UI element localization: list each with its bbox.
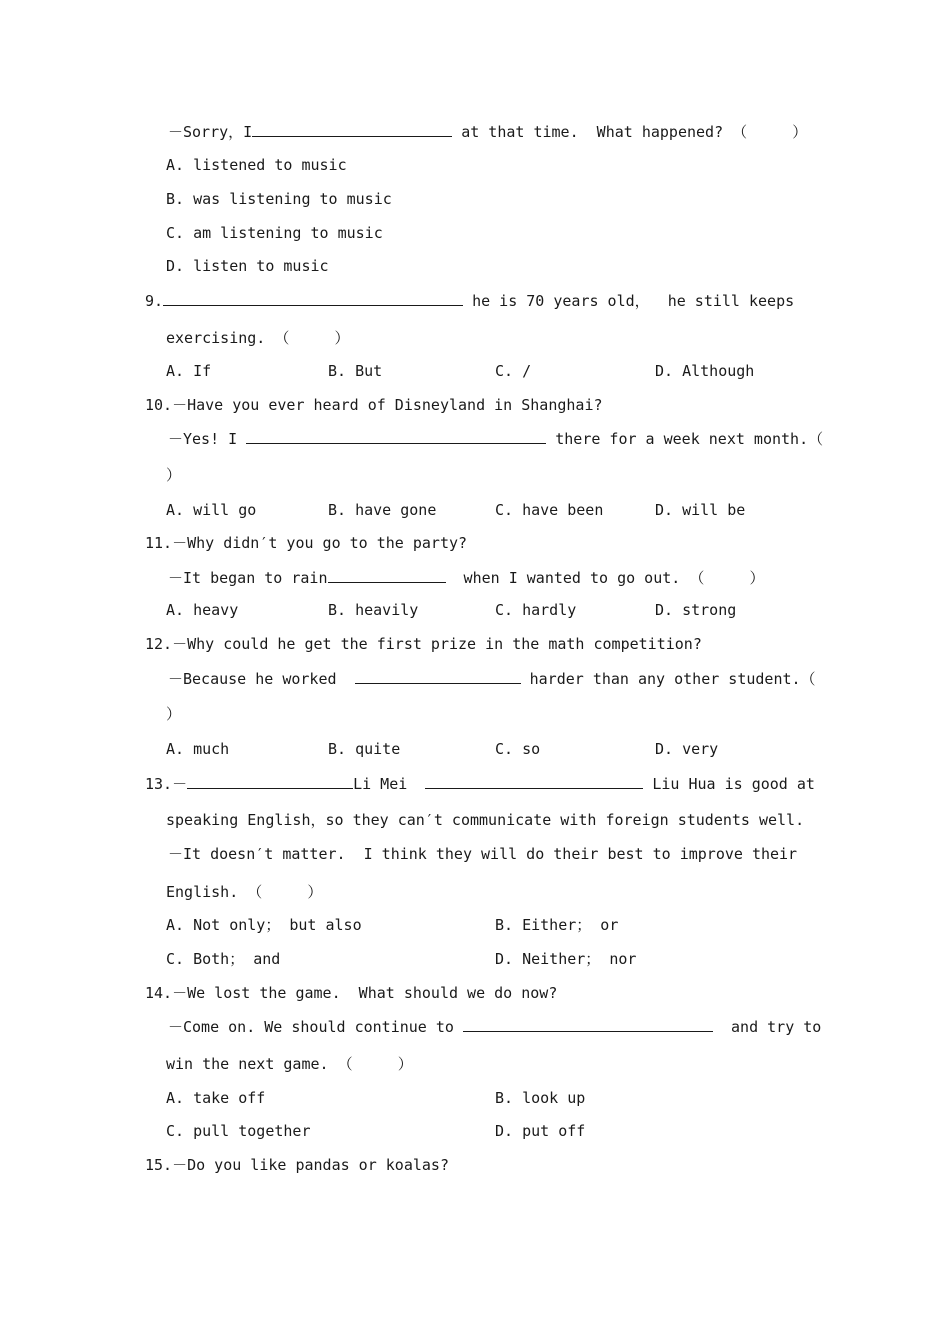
- q9-question-line: [145, 290, 794, 311]
- q14-question: 14.－We lost the game. What should we do now?: [145, 984, 558, 1002]
- q12-close-paren: ）: [166, 705, 182, 723]
- q9-text-after: he is 70 years old， he still keeps: [463, 292, 795, 310]
- q9-option-c[interactable]: C. /: [495, 362, 532, 380]
- q13-after: Liu Hua is good at: [643, 775, 815, 793]
- q12-option-b[interactable]: B. quite: [328, 740, 401, 758]
- q13-mid: Li Mei: [353, 775, 426, 793]
- q8-option-b[interactable]: B. was listening to music: [166, 190, 392, 208]
- q9-blank[interactable]: [163, 290, 463, 306]
- q11-option-c[interactable]: C. hardly: [495, 601, 577, 619]
- q13-line3: －It doesn′t matter. I think they will do their best to improve their: [168, 845, 798, 863]
- q14-option-b[interactable]: B. look up: [495, 1089, 586, 1107]
- q14-options-row1: [0, 1088, 950, 1108]
- q13-line2: speaking English，so they can′t communicate with foreign students well.: [166, 811, 805, 829]
- q14-option-d[interactable]: D. put off: [495, 1122, 586, 1140]
- q11-question: 11.－Why didn′t you go to the party?: [145, 534, 468, 552]
- q14-answer-line: [168, 1016, 821, 1037]
- q10-option-b[interactable]: B. have gone: [328, 501, 437, 519]
- q10-close-paren: ）: [166, 466, 182, 484]
- q11-option-b[interactable]: B. heavily: [328, 601, 419, 619]
- q10-answer-after: there for a week next month.（: [546, 430, 824, 448]
- q14-answer-after: and try to: [712, 1018, 822, 1036]
- q9-option-d[interactable]: D. Although: [655, 362, 755, 380]
- q12-option-a[interactable]: A. much: [166, 740, 230, 758]
- q13-number: 13.－: [145, 775, 188, 793]
- q11-answer-before: －It began to rain: [168, 569, 328, 587]
- q9-line2: exercising. （ ）: [166, 329, 350, 347]
- q9-options: [0, 361, 950, 381]
- q12-options: [0, 739, 950, 759]
- q12-answer-line: [168, 668, 816, 689]
- q13-option-a[interactable]: A. Not only； but also: [166, 916, 362, 934]
- q13-options-row2: [0, 949, 950, 969]
- q12-answer-after: harder than any other student.（: [520, 670, 816, 688]
- q8-option-c[interactable]: C. am listening to music: [166, 224, 383, 242]
- q11-options: [0, 600, 950, 620]
- q12-option-d[interactable]: D. very: [655, 740, 719, 758]
- q10-answer-line: [168, 428, 823, 449]
- q10-option-a[interactable]: A. will go: [166, 501, 257, 519]
- q8-answer-before: －Sorry，I: [168, 123, 253, 141]
- q13-line4: English. （ ）: [166, 883, 323, 901]
- q8-option-a[interactable]: A. listened to music: [166, 156, 347, 174]
- q14-options-row2: [0, 1121, 950, 1141]
- q10-option-c[interactable]: C. have been: [495, 501, 604, 519]
- q8-option-d[interactable]: D. listen to music: [166, 257, 329, 275]
- q13-question-line: [145, 773, 815, 794]
- q9-option-a[interactable]: A. If: [166, 362, 212, 380]
- q9-option-b[interactable]: B. But: [328, 362, 383, 380]
- q12-blank[interactable]: [355, 668, 521, 684]
- q8-answer-line: [168, 121, 807, 142]
- q10-options: [0, 500, 950, 520]
- q10-answer-before: －Yes! I: [168, 430, 247, 448]
- q8-answer-after: at that time. What happened? （ ）: [452, 123, 808, 141]
- q13-blank-2[interactable]: [425, 773, 643, 789]
- q10-blank[interactable]: [246, 428, 546, 444]
- q8-blank[interactable]: [252, 121, 452, 137]
- q10-question: 10.－Have you ever heard of Disneyland in Shanghai?: [145, 396, 603, 414]
- q12-answer-before: －Because he worked: [168, 670, 355, 688]
- q10-option-d[interactable]: D. will be: [655, 501, 746, 519]
- q13-options-row1: [0, 915, 950, 935]
- q14-line2: win the next game. （ ）: [166, 1055, 413, 1073]
- q12-option-c[interactable]: C. so: [495, 740, 541, 758]
- q15-question: 15.－Do you like pandas or koalas?: [145, 1156, 449, 1174]
- q14-option-a[interactable]: A. take off: [166, 1089, 266, 1107]
- q11-blank[interactable]: [328, 567, 446, 583]
- q11-option-a[interactable]: A. heavy: [166, 601, 239, 619]
- q14-blank[interactable]: [463, 1016, 713, 1032]
- q14-answer-before: －Come on. We should continue to: [168, 1018, 463, 1036]
- q14-option-c[interactable]: C. pull together: [166, 1122, 311, 1140]
- q13-option-c[interactable]: C. Both； and: [166, 950, 281, 968]
- q9-number: 9.: [145, 292, 164, 310]
- q13-option-d[interactable]: D. Neither； nor: [495, 950, 637, 968]
- q12-question: 12.－Why could he get the first prize in the math competition?: [145, 635, 702, 653]
- q11-answer-line: [168, 567, 765, 588]
- q11-option-d[interactable]: D. strong: [655, 601, 737, 619]
- q13-blank-1[interactable]: [187, 773, 353, 789]
- q11-answer-after: when I wanted to go out. （ ）: [445, 569, 765, 587]
- q13-option-b[interactable]: B. Either； or: [495, 916, 619, 934]
